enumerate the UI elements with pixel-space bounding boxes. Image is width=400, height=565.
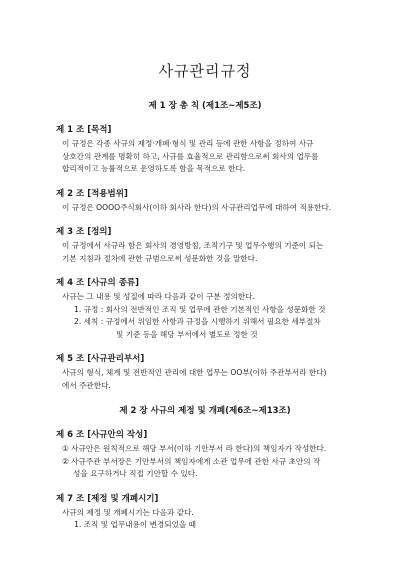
article-heading: 제 7 조 [제정 및 개폐시기]: [56, 493, 159, 504]
article-line: 합리적이고 능률적으로 운영하도록 함을 목적으로 한다.: [62, 164, 246, 173]
article-heading: 제 5 조 [사규관리부서]: [56, 354, 145, 364]
document-title: 사규관리규정: [158, 62, 252, 80]
list-item: 1. 규정 : 회사의 전반적인 조직 및 업무에 관한 기본적인 사항을 성문화한 것: [74, 304, 326, 314]
article-2: [56, 187, 354, 215]
article-heading: 제 1 조 [목적]: [56, 125, 112, 135]
article-1: [56, 123, 354, 176]
article-4: [56, 276, 354, 341]
article-heading: 제 6 조 [사규안의 작성]: [56, 430, 148, 440]
list-item-continuation: 및 기준 등을 해당 부서에서 별도로 정한 것: [116, 329, 258, 339]
clause: ① 사규안은 원칙적으로 해당 부서(이하 기안부서 라 한다)의 책임자가 작성한다.: [62, 444, 327, 453]
article-intro: 사규는 그 내용 및 성질에 따라 다음과 같이 구분 정의한다.: [62, 292, 255, 301]
article-line: 에서 주관한다.: [62, 380, 111, 390]
article-heading: 제 2 조 [적용범위]: [56, 188, 128, 199]
article-7: [56, 492, 354, 532]
clause-continuation: 성을 요구하거나 직접 기안할 수 있다.: [73, 469, 198, 478]
article-intro: 사규의 제정 및 개폐시기는 다음과 같다.: [62, 507, 194, 517]
clause: ② 사규주관 부서장은 기안부서의 책임자에게 소관 업무에 관한 사규 초안의 작: [62, 456, 321, 466]
list-item: 1. 조직 및 업무내용이 변경되었을 때: [74, 520, 197, 529]
article-line: 이 규정은 각종 사규의 제정·개폐·형식 및 관리 등에 관한 사항을 정하여 사규: [62, 139, 314, 148]
article-heading: 제 4 조 [사규의 종류]: [56, 278, 139, 288]
article-heading: 제 3 조 [정의]: [56, 227, 112, 237]
article-line: 이 규정에서 사규라 함은 회사의 경영방침, 조직기구 및 업무수행의 기준이 되는: [62, 241, 324, 250]
chapter-heading: 제 2 장 사규의 제정 및 개폐(제6조~제13조): [119, 406, 291, 416]
article-line: 상호간의 관계를 명확히 하고, 사규를 효율적으로 관리함으로써 회사의 업무를: [62, 151, 319, 161]
article-6: [56, 428, 354, 481]
article-5: [56, 352, 354, 392]
list-item: 2. 세칙 : 규정에서 위임한 사항과 규정을 시행하기 위해서 필요한 세부절차: [74, 317, 321, 326]
chapter-heading: 제 1 장 총 칙 (제1조~제5조): [148, 101, 262, 111]
article-line: 사규의 형식, 체계 및 전반적인 관리에 대한 업무는 OO부(이하 주관부서라 한다): [62, 368, 327, 377]
article-3: [56, 225, 354, 265]
article-line: 이 규정은 OOOO주식회사(이하 회사라 한다)의 사규관리업무에 대하여 적용한다.: [62, 202, 332, 212]
article-line: 기본 지침과 절차에 관한 규범으로써 성문화한 것을 말한다.: [62, 253, 258, 263]
